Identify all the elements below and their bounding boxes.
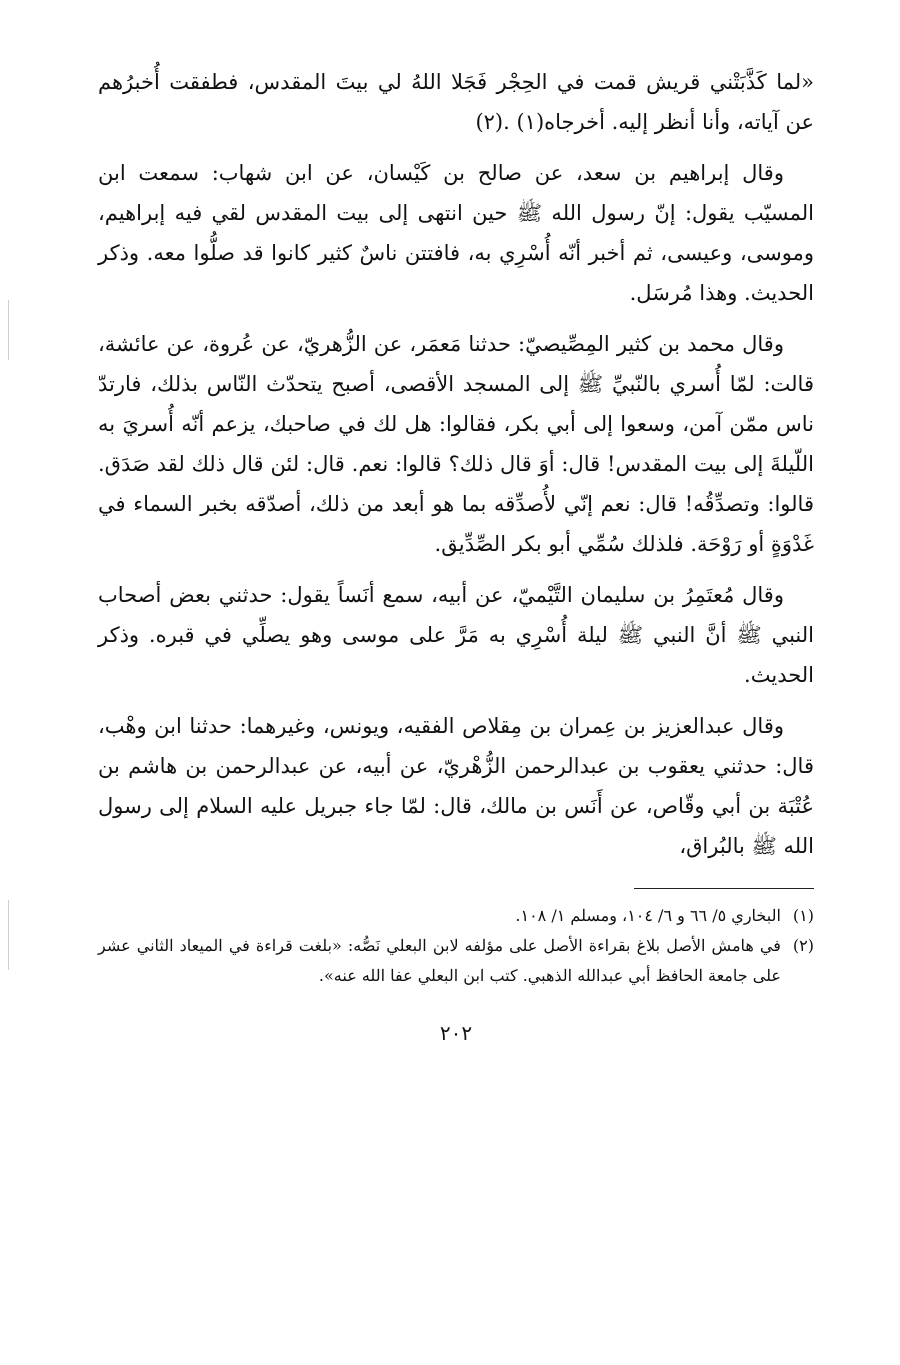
paragraph-3: وقال محمد بن كثير المِصِّيصيّ: حدثنا مَعمَر، عن الزُّهريّ، عن عُروة، عن عائشة، قالت: لمّا أُسري بالنّبيِّ ﷺ إلى المسجد الأقصى، أصبح يتحدّث النّاس بذلك، فارتدّ ناس ممّن آمن، وسعوا إلى أبي بكر، فقالوا: هل لك في صاحبك، يزعم أنّه أُسريَ به اللّيلةَ إلى بيت المقدس! قال: أوَ قال ذلك؟ قالوا: نعم. قال: لئن قال ذلك لقد صَدَق. قالوا: وتصدِّقُه! قال: نعم إنّي لأُصدِّقه بما هو أبعد من ذلك، أصدّقه بخبر السماء في غَدْوَةٍ أو رَوْحَة. فلذلك سُمِّي أبو بكر الصِّدِّيق.: [98, 332, 814, 556]
paragraph-1: «لما كَذَّبَتْني قريش قمت في الحِجْر فَجَلا اللهُ لي بيتَ المقدس، فطفقت أُخبرُهم عن آياته، وأنا أنظر إليه. أخرجاه(١) .(٢): [98, 70, 814, 134]
margin-line: [8, 300, 9, 360]
footnote-divider: [634, 888, 814, 889]
margin-line: [8, 900, 9, 970]
paragraph-5: وقال عبدالعزيز بن عِمران بن مِقلاص الفقيه، ويونس، وغيرهما: حدثنا ابن وهْب، قال: حدثني يعقوب بن عبدالرحمن الزُّهْريّ، عن أبيه، عن عبدالرحمن بن هاشم بن عُتْبَة بن أبي وقّاص، عن أَنَس بن مالك، قال: لمّا جاء جبريل عليه السلام إلى رسول الله ﷺ بالبُراق،: [98, 714, 814, 858]
footnote-number: (٢): [792, 936, 814, 955]
paragraph-4: وقال مُعتَمِرُ بن سليمان التَّيْميّ، عن أبيه، سمع أنَساً يقول: حدثني بعض أصحاب النبي ﷺ أنَّ النبي ﷺ ليلة أُسْرِي به مَرَّ على موسى وهو يصلِّي في قبره. وذكر الحديث.: [98, 583, 814, 687]
page-number: ٢٠٢: [439, 1021, 473, 1045]
paragraph-2: وقال إبراهيم بن سعد، عن صالح بن كَيْسان، عن ابن شهاب: سمعت ابن المسيّب يقول: إنّ رسول الله ﷺ حين انتهى إلى بيت المقدس لقي فيه إبراهيم، وموسى، وعيسى، ثم أخبر أنّه أُسْرِي به، فافتتن ناسٌ كثير كانوا قد صلُّوا معه. وذكر الحديث. وهذا مُرسَل.: [98, 161, 814, 305]
footnote-1: [98, 901, 814, 931]
footnote-number: (١): [792, 906, 814, 925]
footnote-2: [98, 931, 814, 991]
footnote-text: في هامش الأصل بلاغ بقراءة الأصل على مؤلفه لابن البعلي نَصُّه: «بلغت قراءة في الميعاد الثاني عشر على جامعة الحافظ أبي عبدالله الذهبي. كتب ابن البعلي عفا الله عنه».: [98, 936, 781, 985]
page-body: [98, 62, 814, 1045]
footnote-text: البخاري ٥/ ٦٦ و ٦/ ١٠٤، ومسلم ١/ ١٠٨.: [515, 906, 781, 925]
